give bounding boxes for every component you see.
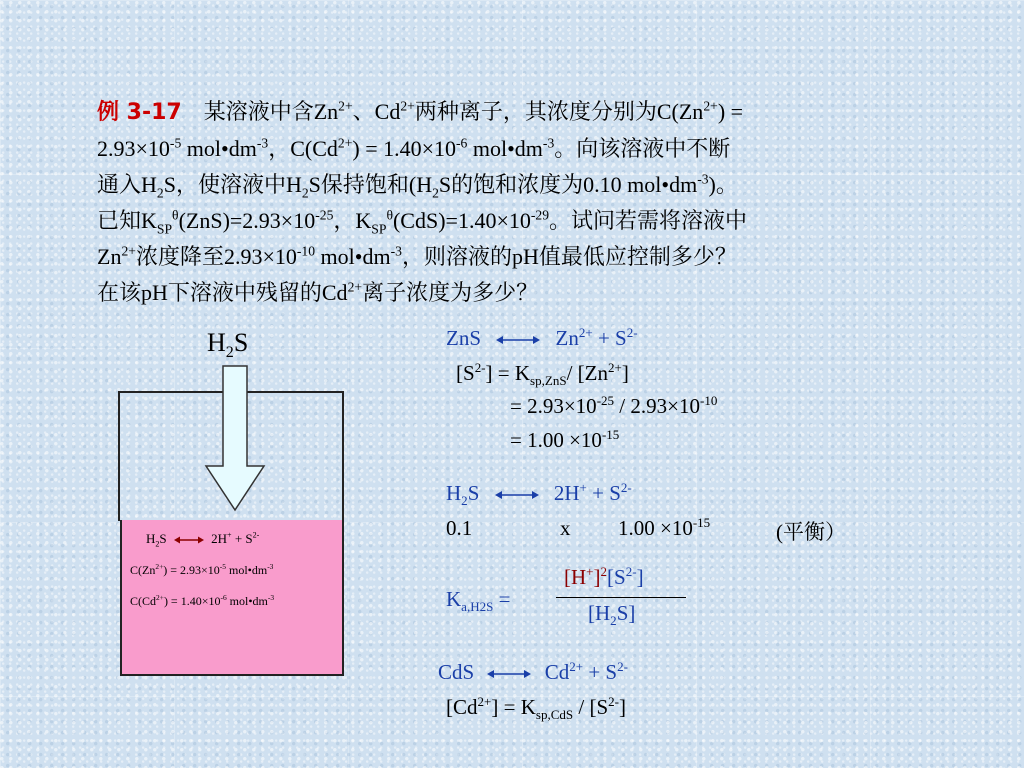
superscript: θ xyxy=(386,207,393,223)
superscript: 2- xyxy=(617,659,628,674)
superscript: -29 xyxy=(530,207,550,223)
zns-left: ZnS xyxy=(446,326,482,350)
text-segment: + S xyxy=(231,531,253,546)
superscript: -3 xyxy=(390,243,402,259)
text-segment: / [S xyxy=(573,695,609,719)
text-segment: 1.00 ×10 xyxy=(618,516,693,540)
superscript: -5 xyxy=(169,135,182,151)
text-segment: = xyxy=(493,587,511,611)
cds-right xyxy=(545,660,628,684)
subscript: 2 xyxy=(432,185,439,201)
problem-text: 某溶液中含Zn xyxy=(203,99,339,124)
text-segment: 浓度降至2.93×10 xyxy=(135,244,297,269)
text-segment: + S xyxy=(583,660,618,684)
text-segment: (ZnS)=2.93×10 xyxy=(178,208,316,233)
subscript: SP xyxy=(156,221,173,237)
text-segment: S xyxy=(233,328,249,357)
equilibrium-arrow-icon xyxy=(487,668,531,680)
text-segment: 2.93×10 xyxy=(97,136,170,161)
text-segment: 离子浓度为多少？ xyxy=(362,280,539,305)
problem-line-5 xyxy=(97,239,967,275)
problem-text: 两种离子，其浓度分别为C(Zn xyxy=(414,99,704,124)
equilibrium-arrow-icon xyxy=(495,489,539,501)
superscript: -15 xyxy=(601,427,620,442)
subscript: a,H2S xyxy=(461,599,494,615)
h2s-right xyxy=(554,481,632,505)
liquid-eq-left xyxy=(146,531,167,549)
text-segment: + S xyxy=(592,326,627,350)
subscript: sp,CdS xyxy=(535,707,574,723)
superscript: 2+ xyxy=(156,593,164,602)
text-segment: K xyxy=(446,587,462,611)
text-segment: C(Cd xyxy=(130,594,157,608)
eq-note: (平衡） xyxy=(776,520,846,544)
cds-equilibrium xyxy=(438,660,628,685)
superscript: 2+ xyxy=(703,98,718,114)
text-segment: = 1.00 ×10 xyxy=(510,428,602,452)
text-segment: mol•dm xyxy=(467,136,543,161)
text-segment: + S xyxy=(586,481,621,505)
text-segment: ) = 1.40×10 xyxy=(352,136,457,161)
problem-text: 、Cd xyxy=(352,99,401,124)
text-segment: H xyxy=(146,531,156,546)
superscript: θ xyxy=(172,207,179,223)
superscript: 2 xyxy=(600,564,608,579)
subscript: SP xyxy=(371,221,387,237)
text-segment: S xyxy=(467,481,480,505)
superscript: 2+ xyxy=(155,562,164,571)
fraction-bar xyxy=(556,597,686,598)
superscript: 2+ xyxy=(347,279,363,295)
text-segment: ，则溶液的pH值最低应控制多少？ xyxy=(401,244,737,269)
text-segment: Zn xyxy=(555,326,579,350)
text-segment: ] = K xyxy=(491,695,536,719)
ka-denominator xyxy=(588,601,636,629)
superscript: 2+ xyxy=(477,694,492,709)
text-segment: [S xyxy=(456,361,475,385)
superscript: 2- xyxy=(474,360,486,375)
text-segment: [H xyxy=(588,601,611,625)
ka-numerator xyxy=(564,565,644,590)
text-segment: S，使溶液中H xyxy=(163,172,302,197)
problem-text: ) = xyxy=(717,99,744,124)
text-segment: ] xyxy=(593,565,601,589)
eq-value-h: x xyxy=(560,516,571,540)
superscript: 2+ xyxy=(569,659,584,674)
problem-line-4 xyxy=(97,203,967,239)
liquid-equation xyxy=(146,531,259,547)
superscript: -25 xyxy=(315,207,334,223)
text-segment: mol•dm xyxy=(226,594,268,608)
text-segment: [Cd xyxy=(446,695,478,719)
text-segment: 2H xyxy=(553,481,580,505)
superscript: -3 xyxy=(697,171,709,187)
text-segment: 通入H xyxy=(97,172,157,197)
superscript: -3 xyxy=(267,562,274,571)
superscript: -25 xyxy=(596,393,615,408)
superscript: 2- xyxy=(608,694,619,709)
text-segment: ] xyxy=(636,565,644,589)
subscript: 2 xyxy=(301,185,309,201)
h2s-equilibrium xyxy=(446,480,632,509)
text-segment: ，K xyxy=(333,208,372,233)
problem-label: 例 3-17 xyxy=(97,100,182,125)
superscript: -10 xyxy=(699,393,718,408)
subscript: 2 xyxy=(461,493,468,509)
superscript: -6 xyxy=(456,135,468,151)
superscript: 2+ xyxy=(121,243,136,259)
text-segment: Zn xyxy=(97,244,122,269)
text-segment: mol•dm xyxy=(181,136,257,161)
text-segment: 2H xyxy=(211,531,228,546)
text-segment: ) = 2.93×10 xyxy=(163,563,220,577)
text-segment: ] xyxy=(621,361,629,385)
zns-right xyxy=(556,326,638,350)
cds-left: CdS xyxy=(438,660,475,684)
text-segment: C(Zn xyxy=(130,563,156,577)
superscript: 2- xyxy=(620,480,632,495)
superscript: 2- xyxy=(252,530,260,540)
problem-statement xyxy=(97,94,967,311)
text-segment: / 2.93×10 xyxy=(614,394,700,418)
text-segment: mol•dm xyxy=(226,563,268,577)
text-segment: = 2.93×10 xyxy=(510,394,597,418)
superscript: -15 xyxy=(692,515,711,530)
superscript: -3 xyxy=(542,135,555,151)
text-segment: 。向该溶液中不断 xyxy=(554,136,731,161)
gas-label xyxy=(207,328,249,362)
text-segment: (CdS)=1.40×10 xyxy=(392,208,531,233)
text-segment: 已知K xyxy=(97,208,157,233)
text-segment: )。 xyxy=(708,172,738,197)
superscript: + xyxy=(586,564,594,579)
subscript: 2 xyxy=(155,539,160,549)
text-segment: S xyxy=(159,531,167,546)
ka-label xyxy=(446,587,511,615)
text-segment: S的饱和浓度为0.10 mol•dm xyxy=(438,172,698,197)
text-segment: ，C(Cd xyxy=(268,136,338,161)
subscript: 2 xyxy=(225,344,234,362)
eq-value-s xyxy=(618,516,710,541)
equilibrium-arrow-icon xyxy=(496,334,540,346)
superscript: -10 xyxy=(296,243,316,259)
text-segment: ] = K xyxy=(485,361,531,385)
text-segment: [H xyxy=(564,565,587,589)
text-segment: ] xyxy=(619,695,626,719)
subscript: sp,ZnS xyxy=(530,373,567,389)
problem-line-1 xyxy=(97,94,967,131)
liquid-zn-conc xyxy=(130,563,273,578)
superscript: 2+ xyxy=(578,325,593,340)
eq-value-h2s: 0.1 xyxy=(446,516,473,540)
superscript: 2- xyxy=(626,325,638,340)
subscript: 2 xyxy=(156,185,164,201)
text-segment: ) = 1.40×10 xyxy=(163,594,221,608)
text-segment: 在该pH下溶液中残留的Cd xyxy=(97,280,348,305)
superscript: -5 xyxy=(219,562,226,571)
liquid-cd-conc xyxy=(130,594,274,609)
superscript: 2- xyxy=(625,564,637,579)
superscript: 2+ xyxy=(400,98,415,114)
text-segment: [S xyxy=(607,565,626,589)
s-step-2 xyxy=(510,428,619,453)
text-segment: Cd xyxy=(544,660,570,684)
zns-equilibrium xyxy=(446,326,638,351)
superscript: -3 xyxy=(256,135,269,151)
s-expression xyxy=(456,360,629,389)
liquid-eq-right xyxy=(211,531,259,546)
superscript: 2+ xyxy=(337,135,353,151)
text-segment: 。试问若需将溶液中 xyxy=(549,208,748,233)
problem-line-3 xyxy=(97,167,967,203)
superscript: 2+ xyxy=(338,98,353,114)
text-segment: S保持饱和(H xyxy=(308,172,433,197)
s-step-1 xyxy=(510,394,717,419)
text-segment: / [Zn xyxy=(566,361,608,385)
cd-expression xyxy=(446,694,626,723)
superscript: 2+ xyxy=(607,360,622,375)
text-segment: S] xyxy=(616,601,636,625)
down-arrow-icon xyxy=(200,364,270,514)
superscript: + xyxy=(227,530,232,540)
superscript: -6 xyxy=(220,593,227,602)
problem-line-2 xyxy=(97,131,967,167)
subscript: 2 xyxy=(610,613,617,629)
problem-line-6 xyxy=(97,275,967,311)
text-segment: H xyxy=(207,328,226,357)
h2s-left xyxy=(446,481,480,509)
superscript: -3 xyxy=(267,593,275,602)
equilibrium-arrow-icon xyxy=(174,535,204,545)
text-segment: mol•dm xyxy=(315,244,391,269)
text-segment: H xyxy=(446,481,462,505)
superscript: + xyxy=(579,480,587,495)
